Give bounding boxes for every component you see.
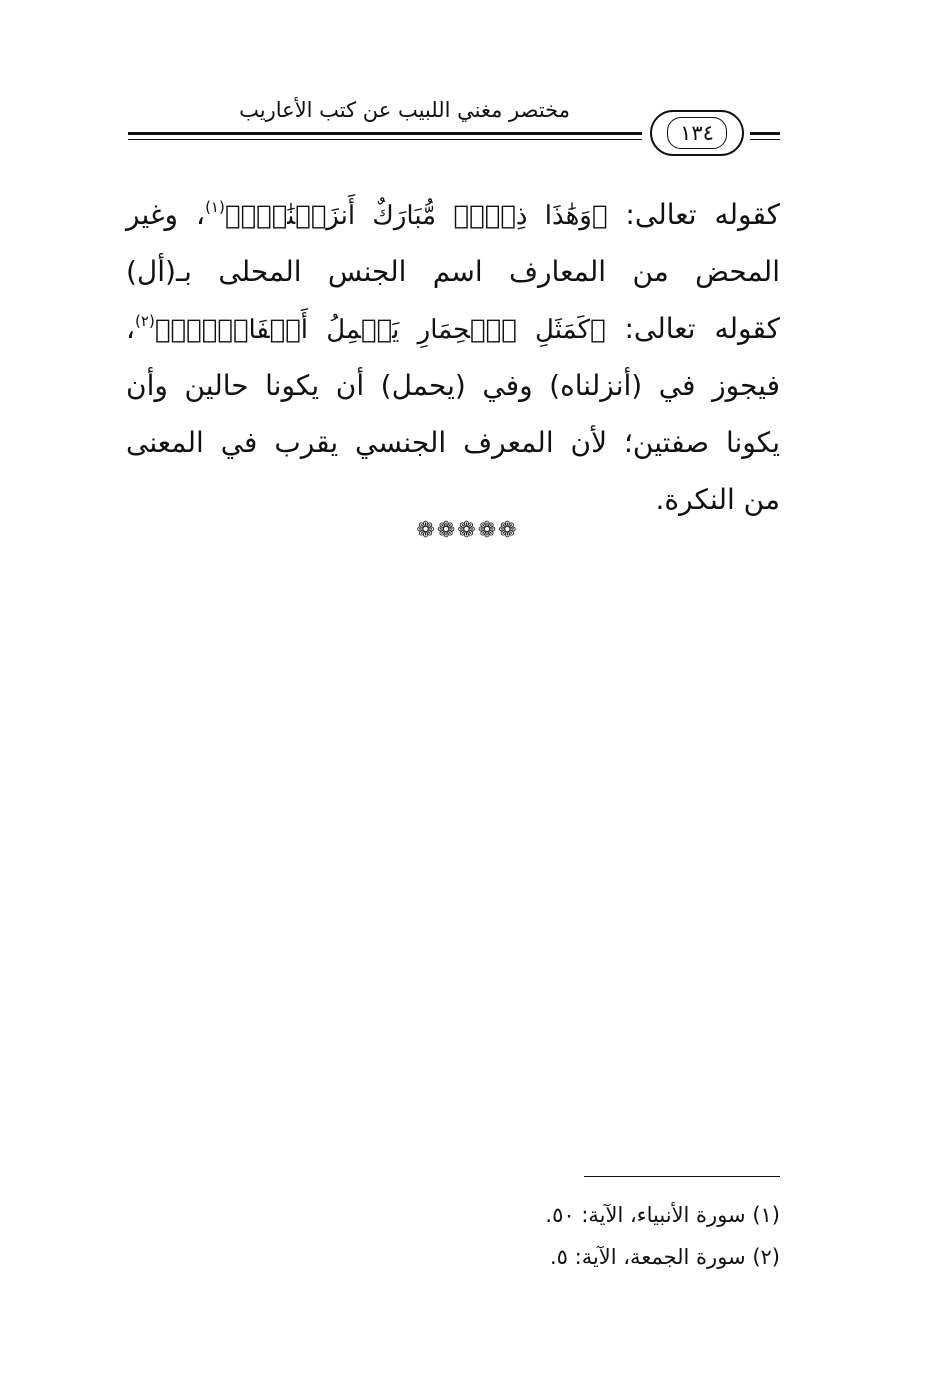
header-rule-right [750,132,780,140]
page-header [120,96,780,156]
quran-verse-1: ﴿وَهَٰذَا ذِكۡرٞ مُّبَارَكٌ أَنزَلۡنَٰهُۚ﴾ [224,201,608,231]
page-number: ١٣٤ [667,117,727,149]
text-line-2: المحض من المعارف اسم الجنس المحلى بـ(أل) [126,255,780,288]
line-1-intro: كقوله تعالى: [607,198,781,231]
text-line-5: يكونا صفتين؛ لأن المعرف الجنسي يقرب في المعنى [126,426,780,459]
text-line-1 [126,186,780,243]
quran-verse-2: ﴿كَمَثَلِ ٱلۡحِمَارِ يَحۡمِلُ أَسۡفَارَۢاۚ﴾ [154,315,606,345]
header-rule [128,132,642,140]
page-number-frame [650,110,744,156]
line-3-tail: ، [126,312,136,345]
line-3-intro: كقوله تعالى: [605,312,780,345]
text-line-3 [126,300,780,357]
footnote-ref-1: (١) [205,198,225,216]
footnotes [280,1194,780,1278]
section-end-ornaments: ❁❁❁❁❁ [416,518,519,543]
line-1-tail: ، وغير [126,198,206,231]
footnote-1: (١) سورة الأنبياء، الآية: ٥٠. [545,1203,780,1227]
footnote-separator [584,1176,780,1177]
text-line-6: من النكرة. [655,483,780,516]
running-title: مختصر مغني اللبيب عن كتب الأعاريب [239,98,570,122]
text-line-4: فيجوز في (أنزلناه) وفي (يحمل) أن يكونا حالين وأن [126,369,780,402]
footnote-ref-2: (٢) [135,312,155,330]
main-text [126,186,780,528]
footnote-2: (٢) سورة الجمعة، الآية: ٥. [549,1245,780,1269]
